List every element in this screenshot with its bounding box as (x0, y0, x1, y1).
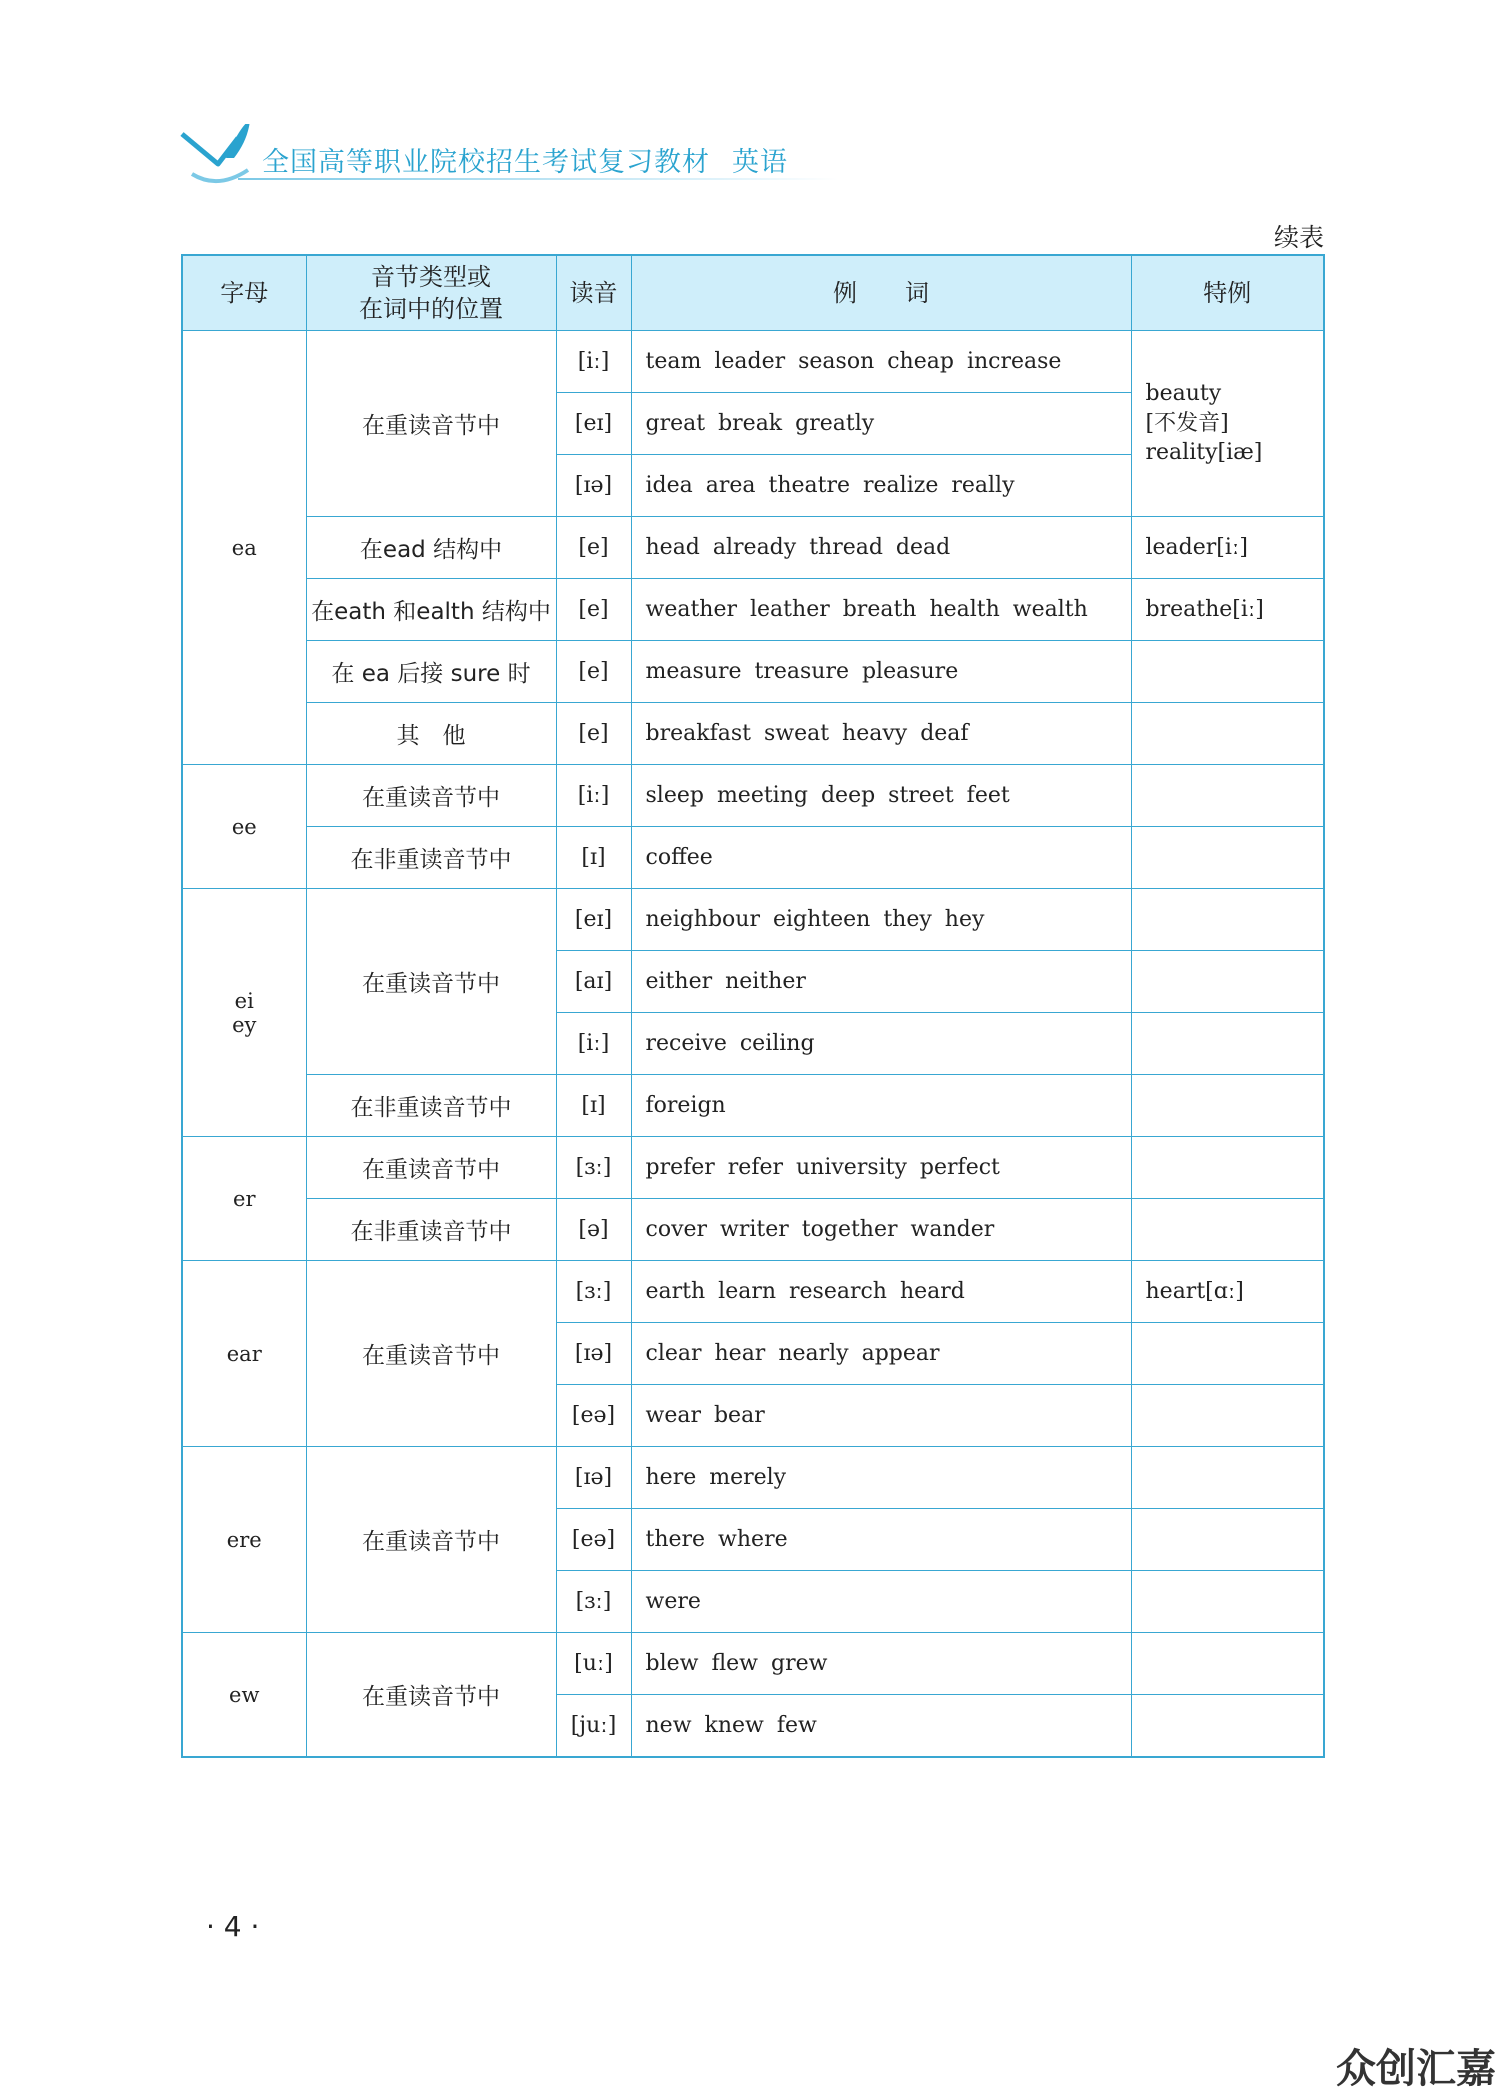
continued-label: 续表 (1273, 223, 1324, 252)
special-case-cell (1131, 951, 1324, 1013)
series-title: 全国高等职业院校招生考试复习教材 (262, 147, 710, 178)
ipa-cell: [eɪ] (556, 889, 631, 951)
letter-cell: ei ey (182, 889, 306, 1137)
example-words-cell: coffee (631, 827, 1131, 889)
example-words-cell: either neither (631, 951, 1131, 1013)
special-case-cell (1131, 1385, 1324, 1447)
table-header-row (182, 255, 1324, 331)
book-quill-logo-icon (178, 124, 268, 194)
table-row (182, 1075, 1324, 1137)
ipa-cell: [ɪə] (556, 455, 631, 517)
header-ipa: 读音 (556, 255, 631, 331)
ipa-cell: [eɪ] (556, 393, 631, 455)
special-case-cell (1131, 1013, 1324, 1075)
letter-cell: er (182, 1137, 306, 1261)
table-row (182, 1199, 1324, 1261)
letter-cell: ea (182, 331, 306, 765)
example-words-cell: measure treasure pleasure (631, 641, 1131, 703)
ipa-cell: [ɜː] (556, 1571, 631, 1633)
special-case-cell (1131, 1075, 1324, 1137)
position-cell: 在重读音节中 (306, 1633, 556, 1758)
page-header (178, 118, 858, 198)
ipa-cell: [e] (556, 641, 631, 703)
special-case-cell (1131, 1571, 1324, 1633)
ipa-cell: [ə] (556, 1199, 631, 1261)
example-words-cell: wear bear (631, 1385, 1131, 1447)
example-words-cell: neighbour eighteen they hey (631, 889, 1131, 951)
special-case-cell (1131, 703, 1324, 765)
ipa-cell: [ɪə] (556, 1447, 631, 1509)
example-words-cell: cover writer together wander (631, 1199, 1131, 1261)
special-case-cell (1131, 1695, 1324, 1758)
position-cell: 在非重读音节中 (306, 1075, 556, 1137)
special-case-cell (1131, 1323, 1324, 1385)
book-title (262, 140, 788, 179)
table-row (182, 1633, 1324, 1695)
ipa-cell: [iː] (556, 331, 631, 393)
example-words-cell: receive ceiling (631, 1013, 1131, 1075)
special-case-cell (1131, 1447, 1324, 1509)
ipa-cell: [iː] (556, 1013, 631, 1075)
table-row (182, 641, 1324, 703)
example-words-cell: here merely (631, 1447, 1131, 1509)
example-words-cell: foreign (631, 1075, 1131, 1137)
special-case-cell (1131, 1633, 1324, 1695)
ipa-cell: [e] (556, 703, 631, 765)
example-words-cell: weather leather breath health wealth (631, 579, 1131, 641)
ipa-cell: [eə] (556, 1509, 631, 1571)
table-row (182, 579, 1324, 641)
position-cell: 在重读音节中 (306, 765, 556, 827)
ipa-cell: [juː] (556, 1695, 631, 1758)
example-words-cell: great break greatly (631, 393, 1131, 455)
pronunciation-table (181, 254, 1325, 1758)
table-row (182, 1447, 1324, 1509)
position-cell: 在重读音节中 (306, 889, 556, 1075)
header-letter: 字母 (182, 255, 306, 331)
header-special: 特例 (1131, 255, 1324, 331)
special-case-cell: leader[iː] (1131, 517, 1324, 579)
table-row (182, 331, 1324, 393)
example-words-cell: earth learn research heard (631, 1261, 1131, 1323)
special-case-cell (1131, 1199, 1324, 1261)
example-words-cell: blew flew grew (631, 1633, 1131, 1695)
position-cell: 在非重读音节中 (306, 827, 556, 889)
watermark: 众创汇嘉 (1336, 2046, 1496, 2092)
position-cell: 在eath 和ealth 结构中 (306, 579, 556, 641)
special-case-cell (1131, 889, 1324, 951)
example-words-cell: sleep meeting deep street feet (631, 765, 1131, 827)
table-row (182, 1137, 1324, 1199)
example-words-cell: prefer refer university perfect (631, 1137, 1131, 1199)
position-cell: 在重读音节中 (306, 1137, 556, 1199)
ipa-cell: [ɪ] (556, 827, 631, 889)
position-cell: 在ead 结构中 (306, 517, 556, 579)
ipa-cell: [aɪ] (556, 951, 631, 1013)
table-row (182, 827, 1324, 889)
ipa-cell: [e] (556, 579, 631, 641)
special-case-cell: breathe[iː] (1131, 579, 1324, 641)
letter-cell: ear (182, 1261, 306, 1447)
special-case-cell (1131, 641, 1324, 703)
table-row (182, 517, 1324, 579)
table-row (182, 1261, 1324, 1323)
special-case-cell (1131, 765, 1324, 827)
header-underline (238, 178, 838, 180)
table-body (182, 331, 1324, 1758)
ipa-cell: [e] (556, 517, 631, 579)
position-cell: 在重读音节中 (306, 331, 556, 517)
letter-cell: ere (182, 1447, 306, 1633)
special-case-cell (1131, 1509, 1324, 1571)
special-case-cell (1131, 827, 1324, 889)
special-case-cell (1131, 1137, 1324, 1199)
example-words-cell: clear hear nearly appear (631, 1323, 1131, 1385)
letter-cell: ew (182, 1633, 306, 1758)
table-row (182, 889, 1324, 951)
ipa-cell: [ɪ] (556, 1075, 631, 1137)
position-cell: 在非重读音节中 (306, 1199, 556, 1261)
table-row (182, 703, 1324, 765)
special-case-cell: heart[ɑː] (1131, 1261, 1324, 1323)
page-number: · 4 · (206, 1910, 260, 1943)
position-cell: 其 他 (306, 703, 556, 765)
example-words-cell: new knew few (631, 1695, 1131, 1758)
example-words-cell: breakfast sweat heavy deaf (631, 703, 1131, 765)
example-words-cell: head already thread dead (631, 517, 1131, 579)
example-words-cell: there where (631, 1509, 1131, 1571)
ipa-cell: [ɜː] (556, 1137, 631, 1199)
ipa-cell: [eə] (556, 1385, 631, 1447)
special-case-cell: beauty [不发音] reality[iæ] (1131, 331, 1324, 517)
header-position: 音节类型或 在词中的位置 (306, 255, 556, 331)
table-row (182, 765, 1324, 827)
ipa-cell: [ɜː] (556, 1261, 631, 1323)
example-words-cell: were (631, 1571, 1131, 1633)
ipa-cell: [uː] (556, 1633, 631, 1695)
header-words: 例 词 (631, 255, 1131, 331)
ipa-cell: [ɪə] (556, 1323, 631, 1385)
position-cell: 在重读音节中 (306, 1261, 556, 1447)
position-cell: 在 ea 后接 sure 时 (306, 641, 556, 703)
example-words-cell: team leader season cheap increase (631, 331, 1131, 393)
example-words-cell: idea area theatre realize really (631, 455, 1131, 517)
letter-cell: ee (182, 765, 306, 889)
subject-title: 英语 (732, 147, 788, 178)
ipa-cell: [iː] (556, 765, 631, 827)
position-cell: 在重读音节中 (306, 1447, 556, 1633)
